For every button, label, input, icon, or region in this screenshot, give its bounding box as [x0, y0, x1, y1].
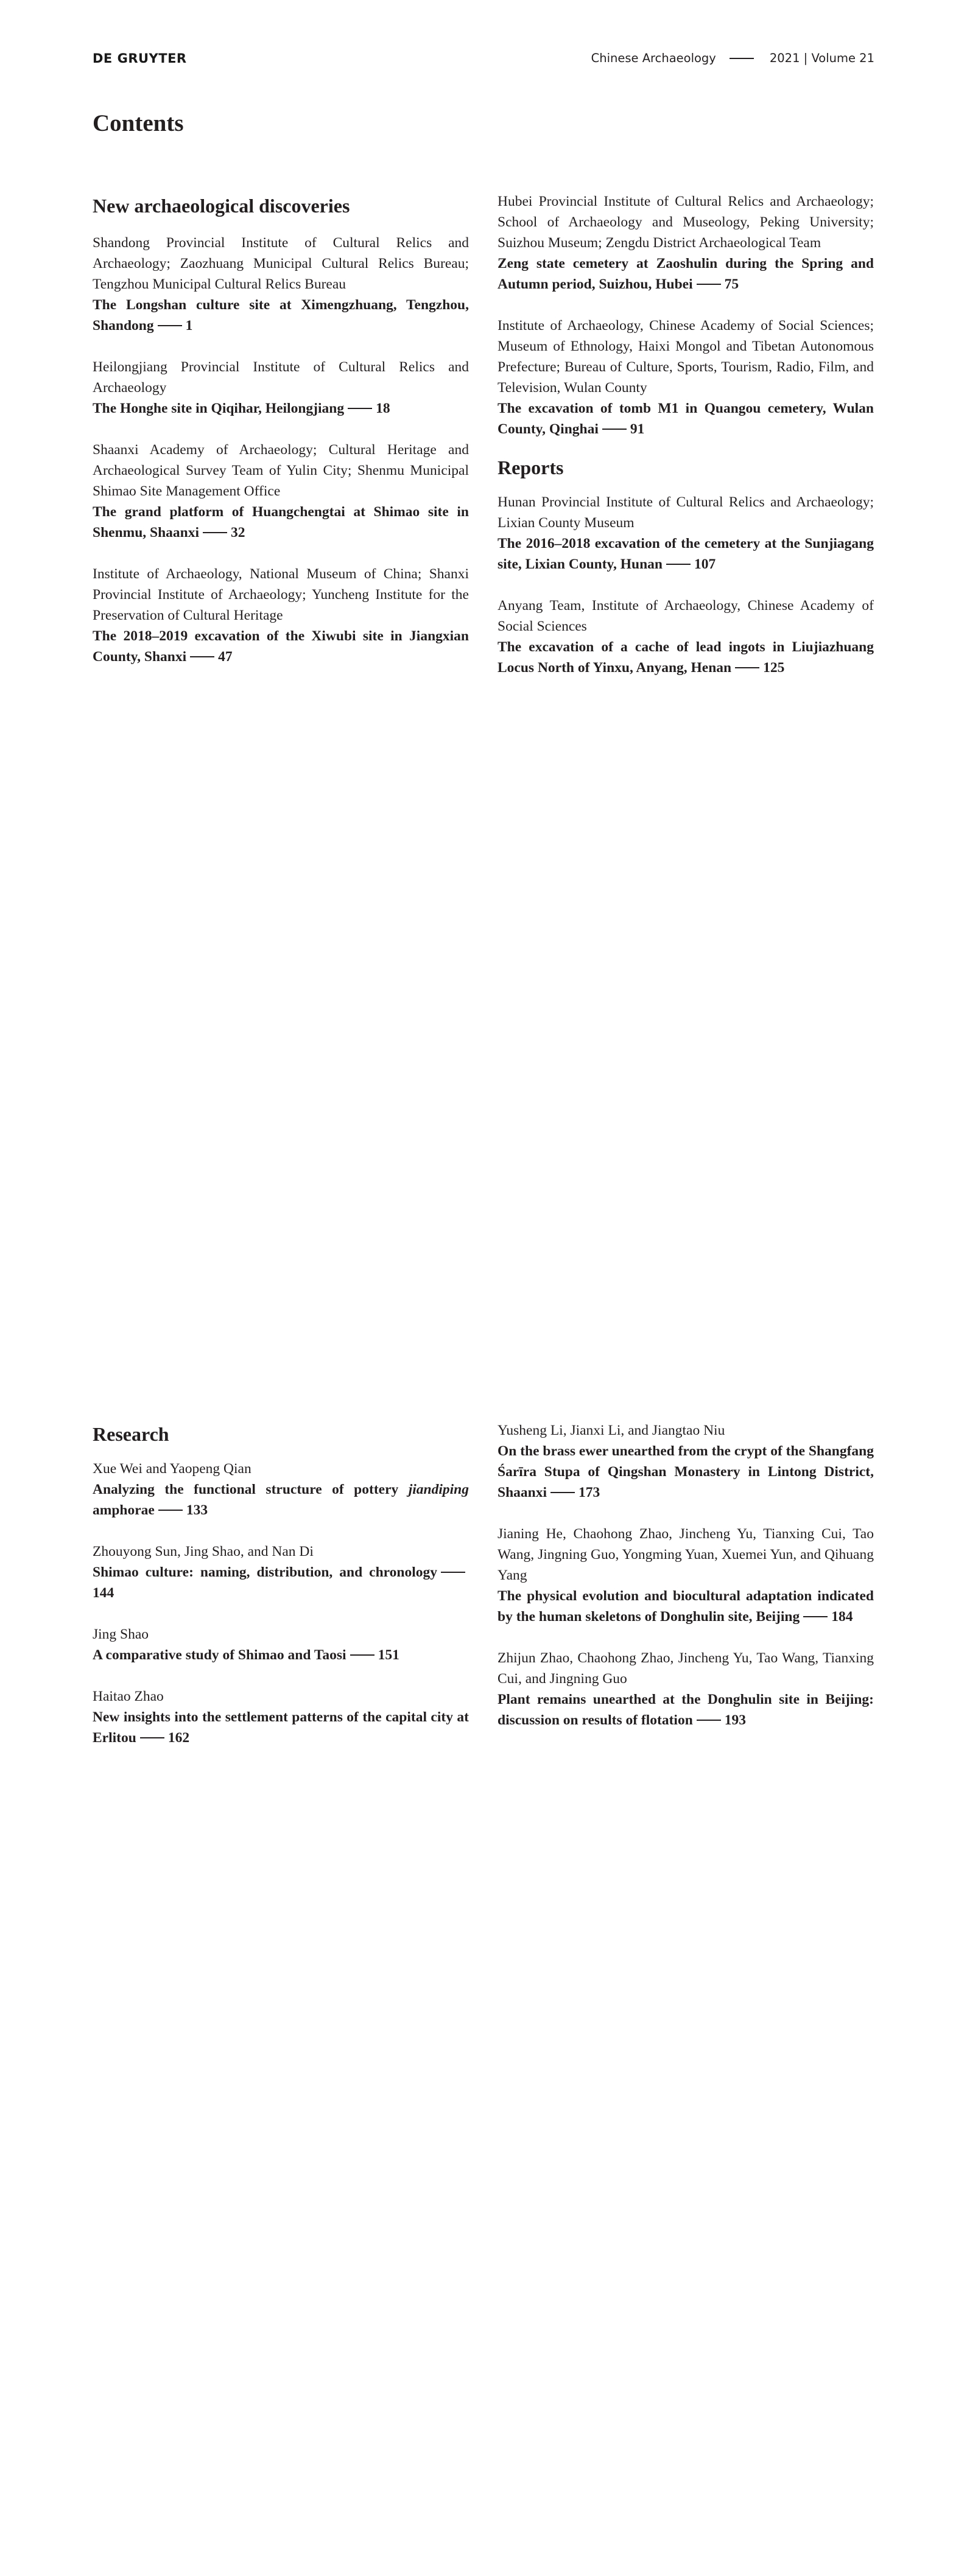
- discoveries-reports-column: [498, 191, 874, 699]
- section-title-reports: Reports: [498, 457, 564, 478]
- entry-title[interactable]: The excavation of tomb M1 in Quangou cemetery, Wulan County, Qinghai 91: [498, 401, 874, 437]
- toc-entry[interactable]: [498, 1524, 874, 1627]
- entry-authors: Shandong Provincial Institute of Cultural Relics and Archaeology; Zaozhuang Municipal Cultural Relics Bureau; Tengzhou Municipal Cultural Relics Bureau: [93, 235, 469, 292]
- running-head: [591, 51, 874, 65]
- section-title-research: Research: [93, 1423, 169, 1445]
- entry-authors: Hubei Provincial Institute of Cultural Relics and Archaeology; School of Archaeology and Museology, Peking University; Suizhou Museum; Zengdu District Archaeological Team: [498, 194, 874, 251]
- toc-entry[interactable]: [93, 564, 469, 667]
- running-head-rule: [730, 58, 754, 59]
- entry-authors: Shaanxi Academy of Archaeology; Cultural Heritage and Archaeological Survey Team of Yulin City; Shenmu Municipal Shimao Site Management Office: [93, 442, 469, 499]
- entry-page-number: 125: [763, 660, 785, 676]
- entry-title[interactable]: The 2018–2019 excavation of the Xiwubi site in Jiangxian County, Shanxi 47: [93, 628, 469, 665]
- toc-entry[interactable]: [498, 315, 874, 439]
- toc-entry[interactable]: [93, 233, 469, 336]
- entry-page-number: 151: [378, 1647, 399, 1663]
- entry-page-number: 75: [724, 276, 739, 292]
- toc-entry[interactable]: [498, 1648, 874, 1731]
- entry-title[interactable]: New insights into the settlement patterns of the capital city at Erlitou 162: [93, 1709, 469, 1746]
- entry-authors: Zhouyong Sun, Jing Shao, and Nan Di: [93, 1544, 314, 1559]
- entry-title[interactable]: Analyzing the functional structure of pottery jiandiping amphorae 133: [93, 1482, 469, 1518]
- page-title: Contents: [93, 110, 184, 136]
- toc-entry[interactable]: [93, 1624, 469, 1665]
- entry-title[interactable]: The Honghe site in Qiqihar, Heilongjiang 18: [93, 401, 390, 416]
- entry-title[interactable]: A comparative study of Shimao and Taosi 151: [93, 1647, 399, 1663]
- entry-page-number: 193: [724, 1712, 747, 1728]
- entry-page-number: 1: [185, 318, 193, 334]
- research-column-right: [498, 1420, 874, 1751]
- toc-entry[interactable]: [93, 1458, 469, 1521]
- research-column-left: [93, 1422, 469, 1769]
- entry-authors: Xue Wei and Yaopeng Qian: [93, 1461, 251, 1477]
- entry-title[interactable]: The excavation of a cache of lead ingots in Liujiazhuang Locus North of Yinxu, Anyang, Henan 125: [498, 639, 874, 676]
- entry-authors: Hunan Provincial Institute of Cultural Relics and Archaeology; Lixian County Museum: [498, 494, 874, 531]
- publisher-logo: DE GRUYTER: [93, 51, 187, 66]
- entry-page-number: 32: [231, 525, 245, 541]
- entry-page-number: 173: [578, 1485, 600, 1500]
- toc-entry[interactable]: [498, 191, 874, 295]
- entry-title[interactable]: Plant remains unearthed at the Donghulin site in Beijing: discussion on results of flotation 193: [498, 1692, 874, 1728]
- toc-entry[interactable]: [498, 1420, 874, 1503]
- entry-authors: Jing Shao: [93, 1626, 149, 1642]
- toc-entry[interactable]: [93, 439, 469, 543]
- entry-page-number: 18: [376, 401, 390, 416]
- toc-entry[interactable]: [93, 1541, 469, 1603]
- issue-info: 2021 | Volume 21: [769, 51, 874, 65]
- entry-title[interactable]: Zeng state cemetery at Zaoshulin during the Spring and Autumn period, Suizhou, Hubei 75: [498, 256, 874, 292]
- entry-title[interactable]: The physical evolution and biocultural adaptation indicated by the human skeletons of Donghulin site, Beijing 184: [498, 1588, 874, 1625]
- entry-page-number: 91: [630, 421, 645, 437]
- entry-authors: Anyang Team, Institute of Archaeology, Chinese Academy of Social Sciences: [498, 598, 874, 634]
- entry-page-number: 162: [167, 1730, 190, 1746]
- entry-page-number: 47: [218, 649, 233, 665]
- page-header: [93, 51, 874, 73]
- section-title-discoveries: New archaeological discoveries: [93, 195, 350, 217]
- entry-authors: Haitao Zhao: [93, 1689, 164, 1704]
- entry-page-number: 184: [831, 1609, 853, 1625]
- toc-entry[interactable]: [93, 1686, 469, 1748]
- entry-title[interactable]: The grand platform of Huangchengtai at Shimao site in Shenmu, Shaanxi 32: [93, 504, 469, 541]
- entry-authors: Jianing He, Chaohong Zhao, Jincheng Yu, Tianxing Cui, Tao Wang, Jingning Guo, Yongming Yuan, Xuemei Yun, and Qihuang Yang: [498, 1526, 874, 1583]
- entry-authors: Heilongjiang Provincial Institute of Cultural Relics and Archaeology: [93, 359, 469, 396]
- discoveries-column: [93, 194, 469, 688]
- entry-page-number: 144: [93, 1585, 114, 1601]
- entry-title[interactable]: The 2016–2018 excavation of the cemetery at the Sunjiagang site, Lixian County, Hunan 107: [498, 536, 874, 572]
- toc-entry[interactable]: [498, 595, 874, 678]
- toc-entry[interactable]: [93, 357, 469, 419]
- entry-title[interactable]: On the brass ewer unearthed from the crypt of the Shangfang Śarīra Stupa of Qingshan Monastery in Lintong District, Shaanxi 173: [498, 1443, 874, 1500]
- toc-entry[interactable]: [498, 492, 874, 575]
- entry-authors: Institute of Archaeology, National Museum of China; Shanxi Provincial Institute of Archaeology; Yuncheng Institute for the Preservation of Cultural Heritage: [93, 566, 469, 623]
- entry-title[interactable]: The Longshan culture site at Ximengzhuang, Tengzhou, Shandong 1: [93, 297, 469, 334]
- entry-title[interactable]: Shimao culture: naming, distribution, and chronology144: [93, 1562, 469, 1603]
- entry-page-number: 107: [694, 556, 716, 572]
- entry-authors: Zhijun Zhao, Chaohong Zhao, Jincheng Yu, Tao Wang, Tianxing Cui, and Jingning Guo: [498, 1650, 874, 1687]
- entry-authors: Yusheng Li, Jianxi Li, and Jiangtao Niu: [498, 1423, 725, 1438]
- journal-name: Chinese Archaeology: [591, 51, 716, 65]
- entry-authors: Institute of Archaeology, Chinese Academy of Social Sciences; Museum of Ethnology, Haixi Mongol and Tibetan Autonomous Prefecture; Bureau of Culture, Sports, Tourism, Radio, Film, and Television, Wulan County: [498, 318, 874, 396]
- entry-page-number: 133: [186, 1502, 208, 1518]
